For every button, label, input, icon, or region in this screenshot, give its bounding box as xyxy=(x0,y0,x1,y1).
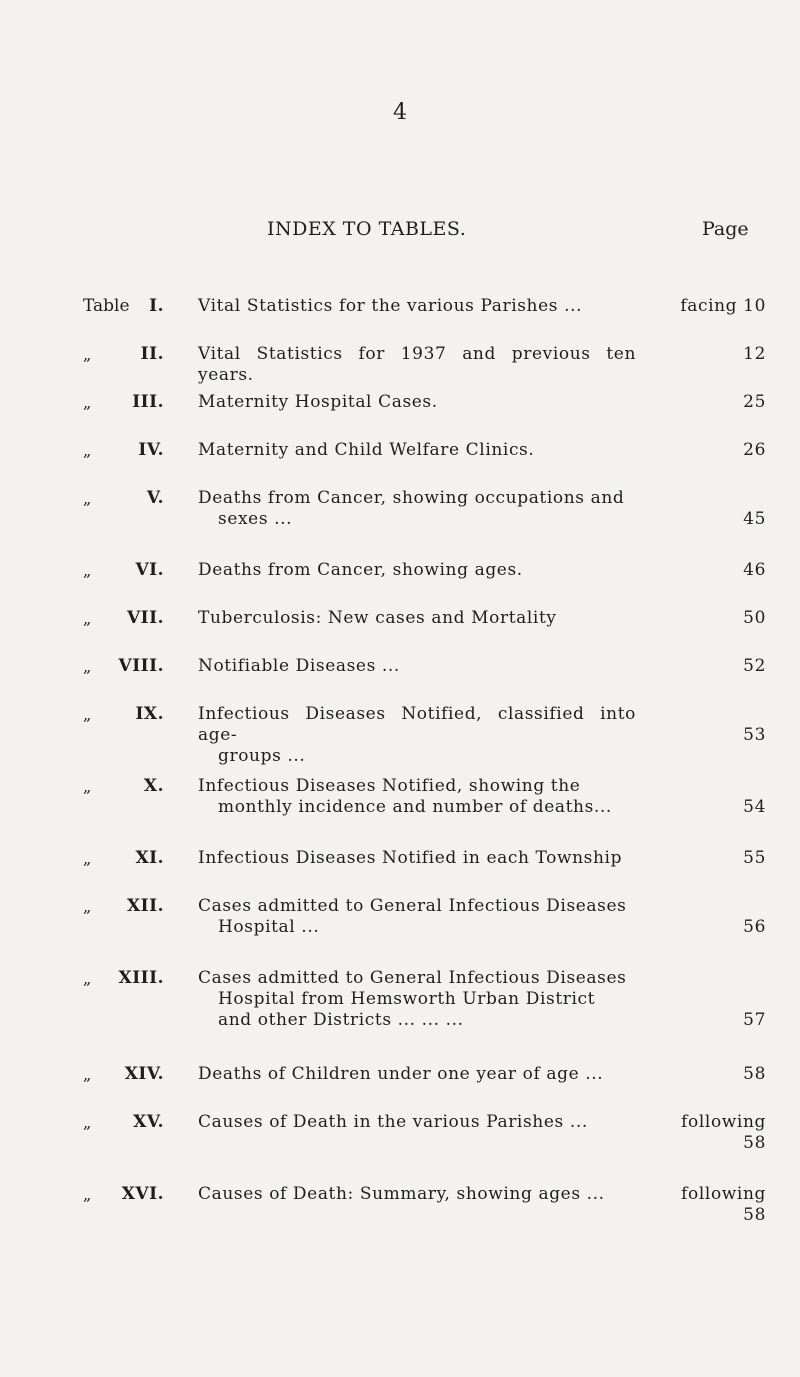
page-column-header: Page xyxy=(702,218,749,240)
description-line: Maternity Hospital Cases. xyxy=(198,392,438,412)
page-reference-line: 26 xyxy=(743,440,766,460)
page-reference-line: 57 xyxy=(743,1010,766,1030)
ditto-mark: „ xyxy=(83,1185,92,1204)
description-line: monthly incidence and number of deaths... xyxy=(218,797,612,817)
table-description xyxy=(198,488,636,530)
table-description xyxy=(198,560,636,581)
table-number: VI. xyxy=(135,560,164,580)
table-number: II. xyxy=(140,344,164,364)
page-reference-line: 50 xyxy=(743,608,766,628)
page-reference-line: following xyxy=(681,1184,766,1204)
ditto-mark: „ xyxy=(83,1113,92,1132)
page-reference xyxy=(681,1184,766,1226)
table-description xyxy=(198,1112,636,1133)
description-line: Vital Statistics for 1937 and previous ten years. xyxy=(198,344,636,385)
ditto-mark: „ xyxy=(83,345,92,364)
description-line: Cases admitted to General Infectious Diseases xyxy=(198,896,627,916)
description-line: Vital Statistics for the various Parishes ... xyxy=(198,296,583,316)
page-reference-line: 58 xyxy=(743,1205,766,1225)
table-number: I. xyxy=(149,296,164,316)
description-line: Causes of Death in the various Parishes ... xyxy=(198,1112,588,1132)
page-reference xyxy=(743,560,766,581)
page-reference xyxy=(743,1010,766,1031)
table-label: Table xyxy=(83,296,130,316)
table-number: XIV. xyxy=(124,1064,164,1084)
table-number: X. xyxy=(143,776,164,796)
table-number: VII. xyxy=(126,608,164,628)
page-reference xyxy=(743,1064,766,1085)
description-line: Infectious Diseases Notified, showing the xyxy=(198,776,581,796)
description-line: sexes ... xyxy=(218,509,293,529)
table-description xyxy=(198,656,636,677)
table-description xyxy=(198,704,636,767)
page-reference xyxy=(743,917,766,938)
description-line: and other Districts ... ... ... xyxy=(218,1010,464,1030)
description-line: Hospital from Hemsworth Urban District xyxy=(218,989,596,1009)
table-description xyxy=(198,848,636,869)
page-reference-line: 53 xyxy=(743,725,766,745)
table-description xyxy=(198,896,636,938)
table-number: III. xyxy=(132,392,164,412)
ditto-mark: „ xyxy=(83,849,92,868)
ditto-mark: „ xyxy=(83,393,92,412)
description-line: Deaths of Children under one year of age ... xyxy=(198,1064,604,1084)
page-reference xyxy=(743,509,766,530)
table-description xyxy=(198,968,636,1031)
page-reference-line: 58 xyxy=(743,1133,766,1153)
page-reference-line: 25 xyxy=(743,392,766,412)
page-reference xyxy=(743,848,766,869)
ditto-mark: „ xyxy=(83,777,92,796)
page-reference-line: 56 xyxy=(743,917,766,937)
table-description xyxy=(198,392,636,413)
page-reference-line: facing 10 xyxy=(680,296,766,316)
description-line: Hospital ... xyxy=(218,917,320,937)
page-reference-line: 45 xyxy=(743,509,766,529)
table-number: V. xyxy=(146,488,164,508)
page-reference xyxy=(743,725,766,746)
page-reference xyxy=(743,440,766,461)
ditto-mark: „ xyxy=(83,897,92,916)
description-line: Maternity and Child Welfare Clinics. xyxy=(198,440,535,460)
page-reference-line: 55 xyxy=(743,848,766,868)
ditto-mark: „ xyxy=(83,561,92,580)
table-description xyxy=(198,1184,636,1205)
ditto-mark: „ xyxy=(83,609,92,628)
page-reference xyxy=(743,608,766,629)
table-description xyxy=(198,344,636,386)
page-reference xyxy=(680,296,766,317)
ditto-mark: „ xyxy=(83,657,92,676)
table-description xyxy=(198,776,636,818)
page-reference-line: 12 xyxy=(743,344,766,364)
page-number: 4 xyxy=(393,100,407,125)
table-number: XIII. xyxy=(118,968,164,988)
page-reference-line: 58 xyxy=(743,1064,766,1084)
page-reference xyxy=(743,656,766,677)
table-description xyxy=(198,296,636,317)
ditto-mark: „ xyxy=(83,441,92,460)
page-reference-line: 52 xyxy=(743,656,766,676)
description-line: groups ... xyxy=(218,746,306,766)
table-description xyxy=(198,1064,636,1085)
table-number: XI. xyxy=(135,848,164,868)
table-number: VIII. xyxy=(118,656,164,676)
table-number: XII. xyxy=(126,896,164,916)
page-reference xyxy=(743,392,766,413)
page-reference xyxy=(743,344,766,365)
description-line: Cases admitted to General Infectious Diseases xyxy=(198,968,627,988)
page-reference xyxy=(681,1112,766,1154)
description-line: Deaths from Cancer, showing occupations and xyxy=(198,488,625,508)
page-reference xyxy=(743,797,766,818)
table-number: IX. xyxy=(135,704,164,724)
table-number: XV. xyxy=(133,1112,164,1132)
description-line: Causes of Death: Summary, showing ages ... xyxy=(198,1184,605,1204)
table-number: IV. xyxy=(138,440,164,460)
ditto-mark: „ xyxy=(83,969,92,988)
page-reference-line: 54 xyxy=(743,797,766,817)
page-reference-line: following xyxy=(681,1112,766,1132)
index-title: INDEX TO TABLES. xyxy=(267,218,467,240)
table-number: XVI. xyxy=(121,1184,164,1204)
description-line: Deaths from Cancer, showing ages. xyxy=(198,560,523,580)
table-description xyxy=(198,440,636,461)
ditto-mark: „ xyxy=(83,1065,92,1084)
page-reference-line: 46 xyxy=(743,560,766,580)
description-line: Infectious Diseases Notified in each Township xyxy=(198,848,623,868)
description-line: Infectious Diseases Notified, classified into age- xyxy=(198,704,636,745)
description-line: Tuberculosis: New cases and Mortality xyxy=(198,608,557,628)
ditto-mark: „ xyxy=(83,489,92,508)
description-line: Notifiable Diseases ... xyxy=(198,656,400,676)
ditto-mark: „ xyxy=(83,705,92,724)
table-description xyxy=(198,608,636,629)
